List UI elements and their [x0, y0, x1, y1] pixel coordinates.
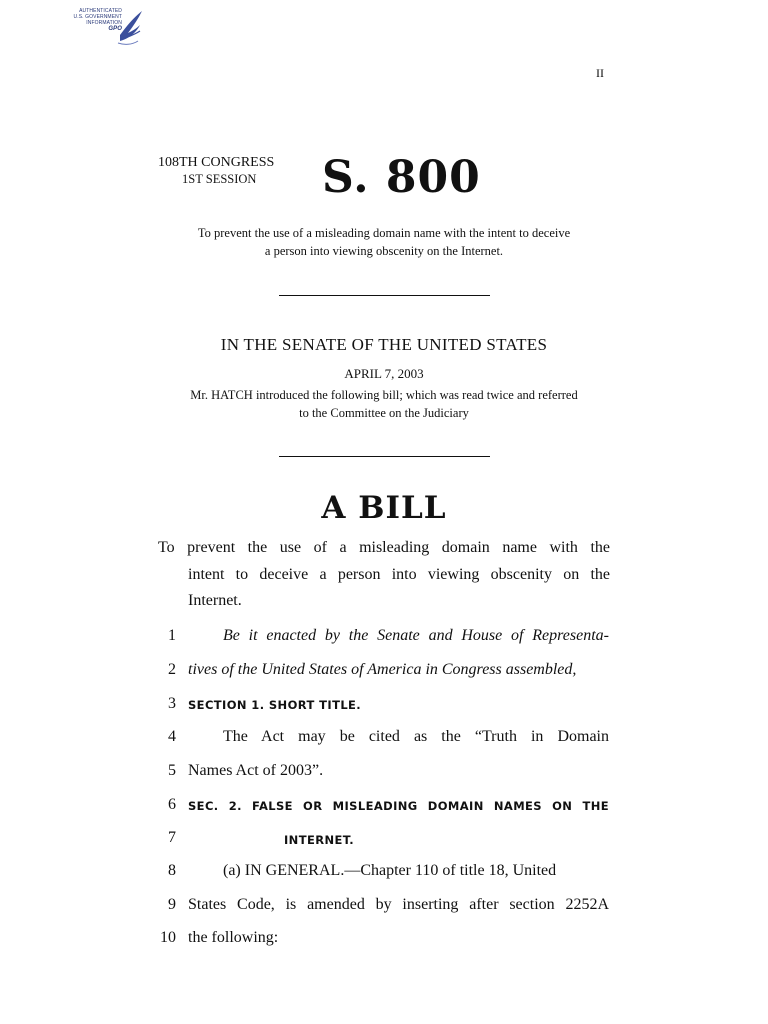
- congress-label: 108TH CONGRESS: [158, 155, 275, 170]
- short-purpose-line: To prevent the use of a misleading domain name with the intent to deceive: [197, 226, 571, 240]
- section-heading: SEC. 2. FALSE OR MISLEADING DOMAIN NAMES ON THE: [188, 799, 609, 813]
- line-number: 6: [168, 796, 176, 813]
- purpose-line: intent to deceive a person into viewing obscenity on the: [188, 565, 610, 583]
- logo-text-line: INFORMATION: [86, 20, 122, 26]
- introduction-line: to the Committee on the Judiciary: [299, 406, 469, 420]
- line-number: 2: [168, 661, 176, 678]
- introduction-date: APRIL 7, 2003: [344, 366, 424, 381]
- sponsor-name: HATCH: [211, 388, 253, 402]
- line-number: 3: [168, 695, 176, 712]
- logo-text-line: U.S. GOVERNMENT: [73, 14, 122, 20]
- line-number: 1: [168, 627, 176, 644]
- section-heading-continued: INTERNET.: [284, 833, 355, 847]
- line-number: 5: [168, 762, 176, 779]
- eagle-icon: [116, 5, 148, 47]
- bill-number: S. 800: [322, 152, 481, 203]
- purpose-line: To prevent the use of a misleading domain name with the: [158, 539, 610, 556]
- body-text-line: Names Act of 2003”.: [188, 762, 324, 779]
- introduction-statement: Mr. HATCH introduced the following bill; which was read twice and referred to the Committee on the Judiciary: [160, 386, 608, 422]
- body-text-line: (a) IN GENERAL.—Chapter 110 of title 18, United: [223, 862, 557, 879]
- bill-purpose: [158, 535, 610, 615]
- calendar-mark: II: [596, 66, 604, 80]
- divider-rule: [279, 295, 490, 296]
- enacting-clause-line: Be it enacted by the Senate and House of Representa-: [223, 627, 609, 644]
- gpo-authenticated-logo: [60, 5, 148, 47]
- purpose-line: Internet.: [188, 592, 242, 609]
- line-number: 4: [168, 728, 176, 745]
- line-number: 9: [168, 896, 176, 913]
- line-number: 8: [168, 862, 176, 879]
- chamber-heading: IN THE SENATE OF THE UNITED STATES: [220, 335, 548, 354]
- subsection-heading: IN GENERAL: [244, 862, 341, 879]
- short-purpose: [164, 224, 604, 260]
- session-label: 1ST SESSION: [182, 172, 257, 186]
- logo-text-line: AUTHENTICATED: [79, 8, 122, 14]
- body-text-line: States Code, is amended by inserting after section 2252A: [188, 896, 609, 913]
- line-number: 10: [160, 929, 176, 946]
- logo-text-line: GPO: [108, 26, 122, 32]
- line-number: 7: [168, 829, 176, 846]
- body-text-line: the following:: [188, 929, 279, 946]
- divider-rule: [279, 456, 490, 457]
- short-purpose-line: a person into viewing obscenity on the Internet.: [264, 244, 504, 258]
- section-heading: SECTION 1. SHORT TITLE.: [188, 698, 362, 712]
- bill-title: A BILL: [321, 490, 447, 526]
- body-text-line: The Act may be cited as the “Truth in Domain: [223, 728, 609, 745]
- enacting-clause-line: tives of the United States of America in Congress assembled,: [188, 661, 577, 678]
